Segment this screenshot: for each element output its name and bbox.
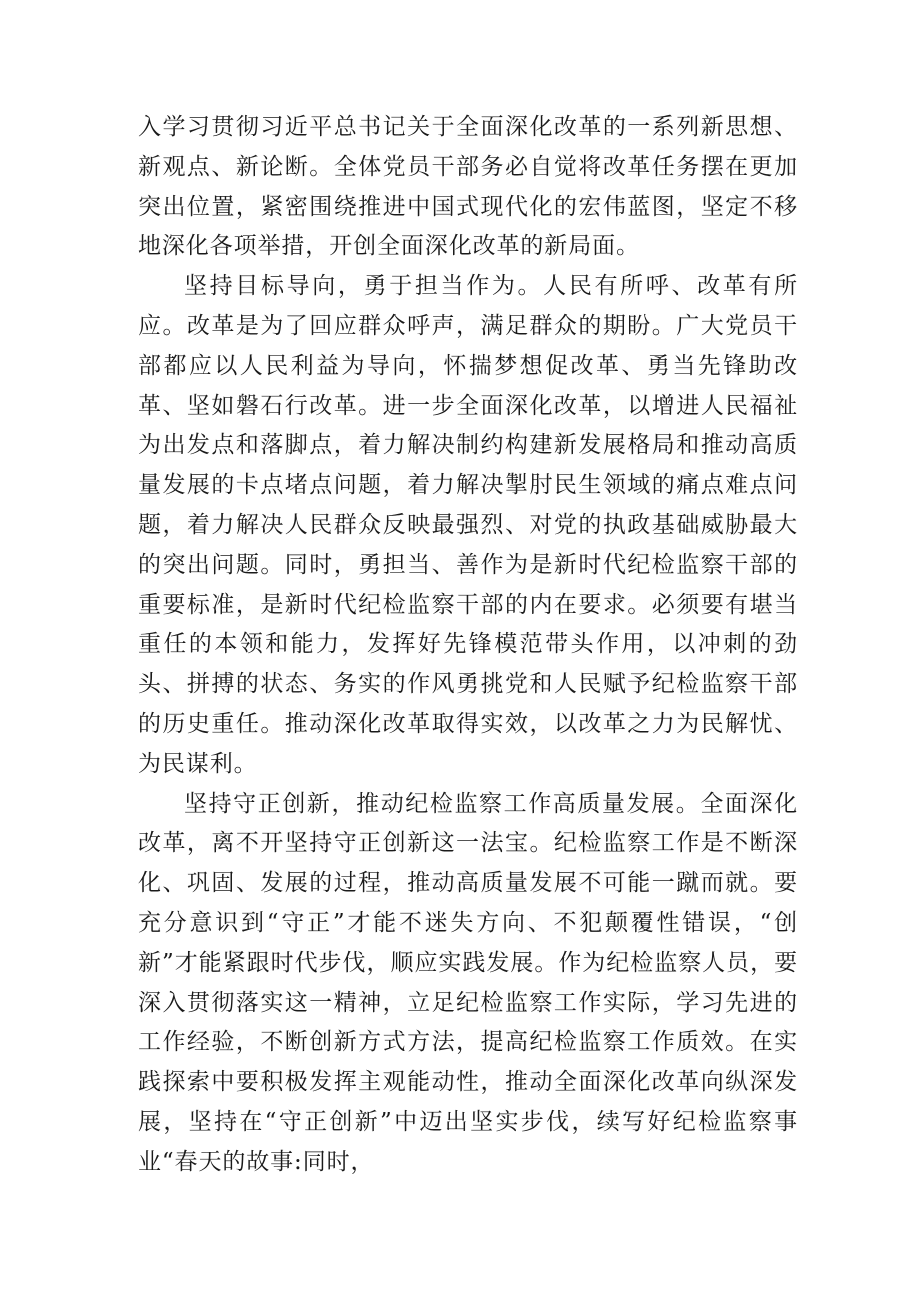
- paragraph-continuation: 入学习贯彻习近平总书记关于全面深化改革的一系列新思想、新观点、新论断。全体党员干部务必自觉将改革任务摆在更加突出位置，紧密围绕推进中国式现代化的宏伟蓝图，坚定不移地深化各项举措，开创全面深化改革的新局面。: [138, 114, 798, 260]
- document-body: [138, 108, 798, 1183]
- paragraph-goal-orientation: 坚持目标导向，勇于担当作为。人民有所呼、改革有所应。改革是为了回应群众呼声，满足群众的期盼。广大党员干部都应以人民利益为导向，怀揣梦想促改革、勇当先锋助改革、坚如磐石行改革。进一步全面深化改革，以增进人民福祉为出发点和落脚点，着力解决制约构建新发展格局和推动高质量发展的卡点堵点问题，着力解决掣肘民生领域的痛点难点问题，着力解决人民群众反映最强烈、对党的执政基础威胁最大的突出问题。同时，勇担当、善作为是新时代纪检监察干部的重要标准，是新时代纪检监察干部的内在要求。必须要有堪当重任的本领和能力，发挥好先锋模范带头作用，以冲刺的劲头、拼搏的状态、务实的作风勇挑党和人民赋予纪检监察干部的历史重任。推动深化改革取得实效，以改革之力为民解忧、为民谋利。: [138, 273, 798, 777]
- paragraph-integrity-innovation: 坚持守正创新，推动纪检监察工作高质量发展。全面深化改革，离不开坚持守正创新这一法宝。纪检监察工作是不断深化、巩固、发展的过程，推动高质量发展不可能一蹴而就。要充分意识到“守正”才能不迷失方向、不犯颠覆性错误，“创新”才能紧跟时代步伐，顺应实践发展。作为纪检监察人员，要深入贯彻落实这一精神，立足纪检监察工作实际，学习先进的工作经验，不断创新方式方法，提高纪检监察工作质效。在实践探索中要积极发挥主观能动性，推动全面深化改革向纵深发展，坚持在“守正创新”中迈出坚实步伐，续写好纪检监察事业“春天的故事:同时，: [138, 790, 798, 1175]
